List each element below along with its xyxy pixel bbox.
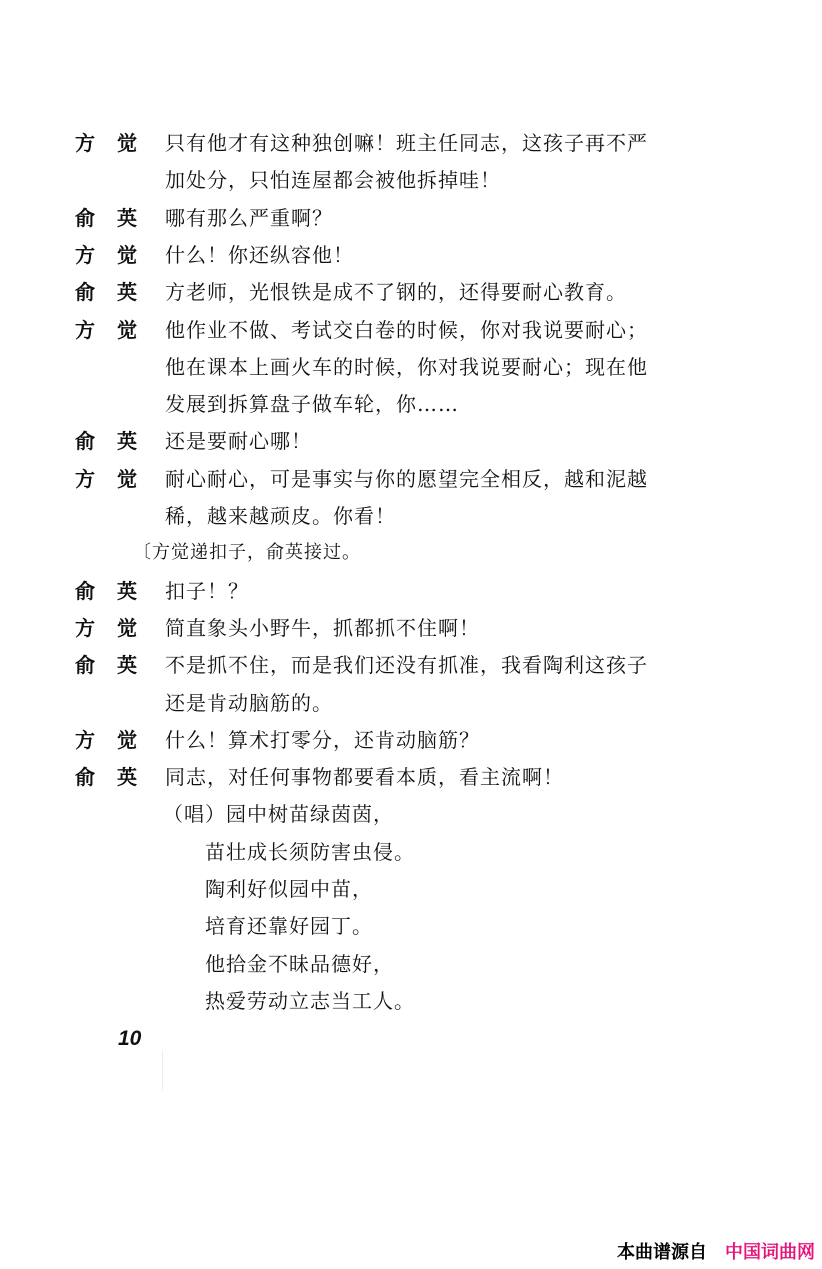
line-text: 他拾金不昧品德好， — [205, 951, 394, 976]
line-text: 不是抓不住，而是我们还没有抓准，我看陶利这孩子 — [165, 653, 648, 678]
line-text: 只有他才有这种独创嘛！班主任同志，这孩子再不严 — [165, 131, 648, 155]
scan-margin-line — [162, 1050, 163, 1090]
line-text: 扣子！？ — [165, 578, 249, 603]
line-text: 〔方觉递扣子，俞英接过。 — [133, 542, 361, 564]
line-text: （唱）园中树苗绿茵茵， — [163, 802, 394, 827]
line-text: 他作业不做、考试交白卷的时候，你对我说要耐心； — [165, 317, 648, 342]
speaker-name: 俞英 — [75, 280, 159, 305]
line-text: 发展到拆算盘子做车轮，你…… — [165, 392, 459, 417]
speaker-name: 方觉 — [75, 317, 159, 342]
speaker-name: 俞英 — [75, 653, 159, 678]
speaker-name: 方觉 — [75, 615, 159, 640]
line-text: 热爱劳动立志当工人。 — [205, 988, 415, 1013]
line-text: 他在课本上画火车的时候，你对我说要耐心；现在他 — [165, 354, 648, 379]
line-text: 还是要耐心哪！ — [165, 429, 312, 454]
line-text: 简直象头小野牛，抓都抓不住啊！ — [165, 615, 480, 640]
line-text: 加处分，只怕连屋都会被他拆掉哇！ — [165, 168, 501, 193]
footer-site-link[interactable]: 中国词曲网 — [725, 1242, 815, 1263]
line-text: 还是肯动脑筋的。 — [165, 690, 333, 715]
line-text: 什么！算术打零分，还肯动脑筋？ — [165, 727, 480, 752]
footer-source-label: 本曲谱源自 — [617, 1242, 707, 1263]
speaker-name: 方觉 — [75, 242, 159, 267]
line-text: 同志，对任何事物都要看本质，看主流啊！ — [165, 765, 564, 790]
line-text: 培育还靠好园丁。 — [205, 914, 373, 939]
page-number: 10 — [118, 1027, 142, 1050]
speaker-name: 方觉 — [75, 131, 159, 155]
line-text: 耐心耐心，可是事实与你的愿望完全相反，越和泥越 — [165, 466, 648, 491]
speaker-name: 方觉 — [75, 727, 159, 752]
line-text: 方老师，光恨铁是成不了钢的，还得要耐心教育。 — [165, 280, 627, 305]
speaker-name: 俞英 — [75, 578, 159, 603]
line-text: 陶利好似园中苗， — [205, 877, 373, 901]
speaker-name: 俞英 — [75, 429, 159, 454]
line-text: 哪有那么严重啊？ — [165, 205, 333, 230]
speaker-name: 方觉 — [75, 466, 159, 491]
line-text: 苗壮成长须防害虫侵。 — [205, 839, 415, 864]
line-text: 什么！你还纵容他！ — [165, 242, 354, 267]
speaker-name: 俞英 — [75, 205, 159, 230]
line-text: 稀，越来越顽皮。你看！ — [165, 504, 396, 528]
speaker-name: 俞英 — [75, 765, 159, 790]
